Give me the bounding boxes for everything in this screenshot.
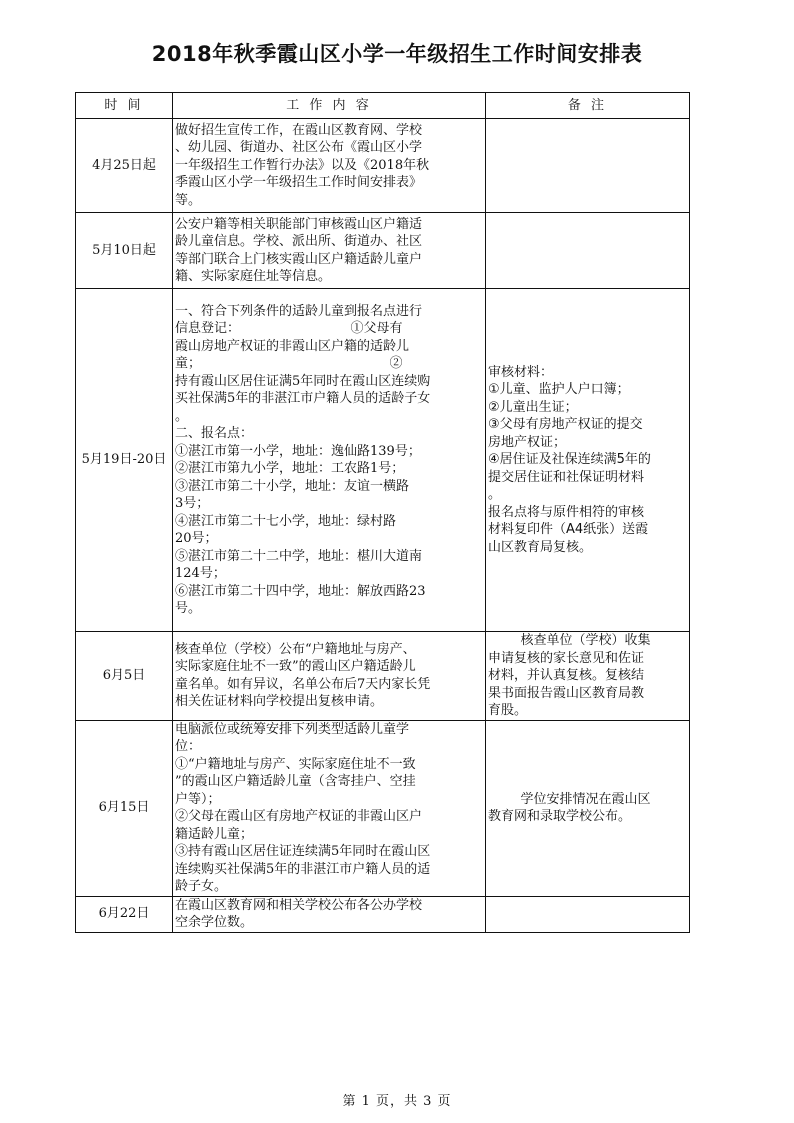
row-content <box>173 119 486 213</box>
row-time: 6月22日 <box>76 896 173 932</box>
row-content <box>173 896 486 932</box>
note-line: 申请复核的家长意见和佐证 <box>488 650 645 666</box>
note-line: 报名点将与原件相符的审核 <box>488 504 645 520</box>
header-time: 时 间 <box>76 93 173 119</box>
content-line: 龄子女。 <box>175 879 228 894</box>
note-line: 核查单位（学校）收集 <box>520 633 651 648</box>
content-line: 、幼儿园、街道办、社区公布《霞山区小学 <box>175 140 423 156</box>
table-row <box>76 119 690 213</box>
note-line: ③父母有房地产权证的提交 <box>488 417 643 433</box>
page-title: 2018年秋季霞山区小学一年级招生工作时间安排表 <box>151 42 643 66</box>
row-time: 5月10日起 <box>76 213 173 289</box>
content-line: 核查单位（学校）公布“户籍地址与房产、 <box>175 641 416 657</box>
row-note <box>486 213 690 289</box>
note-line: 山区教育局复核。 <box>488 539 593 555</box>
content-line: 3号； <box>175 496 210 511</box>
note-line: ①儿童、监护人户口簿； <box>488 382 630 398</box>
content-line: 实际家庭住址不一致”的霞山区户籍适龄儿 <box>175 659 416 675</box>
row-note <box>486 119 690 213</box>
page-footer: 第 1 页，共 3 页 <box>342 1094 452 1109</box>
content-line: 霞山房地产权证的非霞山区户籍的适龄儿 <box>175 338 410 354</box>
content-line: ⑥湛江市第二十四中学，地址：解放西路23 <box>175 583 426 599</box>
content-line: 连续购买社保满5年的非湛江市户籍人员的适 <box>175 861 431 877</box>
content-line: 位： <box>175 739 202 754</box>
content-line: 。 <box>175 408 189 424</box>
content-line: 号。 <box>175 601 202 616</box>
content-line: 二、报名点： <box>175 426 254 441</box>
note-line: 审核材料： <box>488 364 554 380</box>
content-line: ①“户籍地址与房产、实际家庭住址不一致 <box>175 756 416 772</box>
row-note <box>486 289 690 632</box>
content-line: 公安户籍等相关职能部门审核霞山区户籍适 <box>175 216 423 232</box>
content-line: 童； ② <box>175 356 403 371</box>
row-time: 4月25日起 <box>76 119 173 213</box>
row-note <box>486 632 690 721</box>
table-row <box>76 720 690 896</box>
content-line: 买社保满5年的非湛江市户籍人员的适龄子女 <box>175 391 431 406</box>
content-line: 籍、实际家庭住址等信息。 <box>175 269 332 284</box>
row-content <box>173 289 486 632</box>
note-line: 材料，并认真复核。复核结 <box>488 668 645 683</box>
content-line: 做好招生宣传工作，在霞山区教育网、学校 <box>175 122 423 138</box>
table-row <box>76 896 690 932</box>
row-content <box>173 213 486 289</box>
note-line: ④居住证及社保连续满5年的 <box>488 452 651 468</box>
content-line: ④湛江市第二十七小学，地址：绿村路 <box>175 513 397 529</box>
row-time: 5月19日-20日 <box>76 289 173 632</box>
note-line: 教育网和录取学校公布。 <box>488 809 632 824</box>
note-line: ②儿童出生证； <box>488 399 578 415</box>
content-line: 等。 <box>175 192 202 208</box>
table-header-row <box>76 93 690 119</box>
content-line: ③持有霞山区居住证连续满5年同时在霞山区 <box>175 844 431 859</box>
header-note: 备 注 <box>486 93 690 119</box>
table-row <box>76 213 690 289</box>
content-line: ①湛江市第一小学，地址：逸仙路139号； <box>175 443 421 459</box>
table-row <box>76 632 690 721</box>
note-line: 材料复印件（A4纸张）送霞 <box>488 522 649 538</box>
content-line: ②父母在霞山区有房地产权证的非霞山区户 <box>175 809 423 824</box>
note-line: 学位安排情况在霞山区 <box>520 791 651 807</box>
content-line: 信息登记： ①父母有 <box>175 321 403 336</box>
note-line: 育股。 <box>488 703 528 718</box>
schedule-table <box>75 92 690 933</box>
table-row <box>76 289 690 632</box>
note-line: 果书面报告霞山区教育局教 <box>488 685 645 701</box>
row-note <box>486 720 690 896</box>
content-line: 在霞山区教育网和相关学校公布各公办学校 <box>175 897 423 913</box>
content-line: 童名单。如有异议，名单公布后7天内家长凭 <box>175 676 431 692</box>
note-line: 。 <box>488 487 502 503</box>
content-line: 户等）； <box>175 791 221 807</box>
content-line: 空余学位数。 <box>175 915 254 930</box>
note-line: 房地产权证； <box>488 434 567 450</box>
note-line: 提交居住证和社保证明材料 <box>488 469 645 485</box>
content-line: 龄儿童信息。学校、派出所、街道办、社区 <box>175 234 423 249</box>
content-line: 持有霞山区居住证满5年同时在霞山区连续购 <box>175 373 431 389</box>
content-line: 一、符合下列条件的适龄儿童到报名点进行 <box>175 303 423 319</box>
content-line: 相关佐证材料向学校提出复核申请。 <box>175 694 384 710</box>
content-line: 电脑派位或统筹安排下列类型适龄儿童学 <box>175 721 410 737</box>
content-line: ③湛江市第二十小学，地址：友谊一横路 <box>175 478 410 494</box>
content-line: 一年级招生工作暂行办法》以及《2018年秋 <box>175 157 430 173</box>
row-note <box>486 896 690 932</box>
content-line: 124号； <box>175 566 226 581</box>
content-line: 20号； <box>175 531 218 546</box>
content-line: 季霞山区小学一年级招生工作时间安排表》 <box>175 175 423 191</box>
content-line: 籍适龄儿童； <box>175 826 254 842</box>
content-line: ”的霞山区户籍适龄儿童（含寄挂户、空挂 <box>175 774 416 789</box>
row-content <box>173 720 486 896</box>
row-time: 6月5日 <box>76 632 173 721</box>
content-line: ⑤湛江市第二十二中学，地址：椹川大道南 <box>175 548 423 564</box>
content-line: ②湛江市第九小学，地址：工农路1号； <box>175 461 405 476</box>
header-content: 工 作 内 容 <box>173 93 486 119</box>
row-content <box>173 632 486 721</box>
row-time: 6月15日 <box>76 720 173 896</box>
content-line: 等部门联合上门核实霞山区户籍适龄儿童户 <box>175 251 423 267</box>
